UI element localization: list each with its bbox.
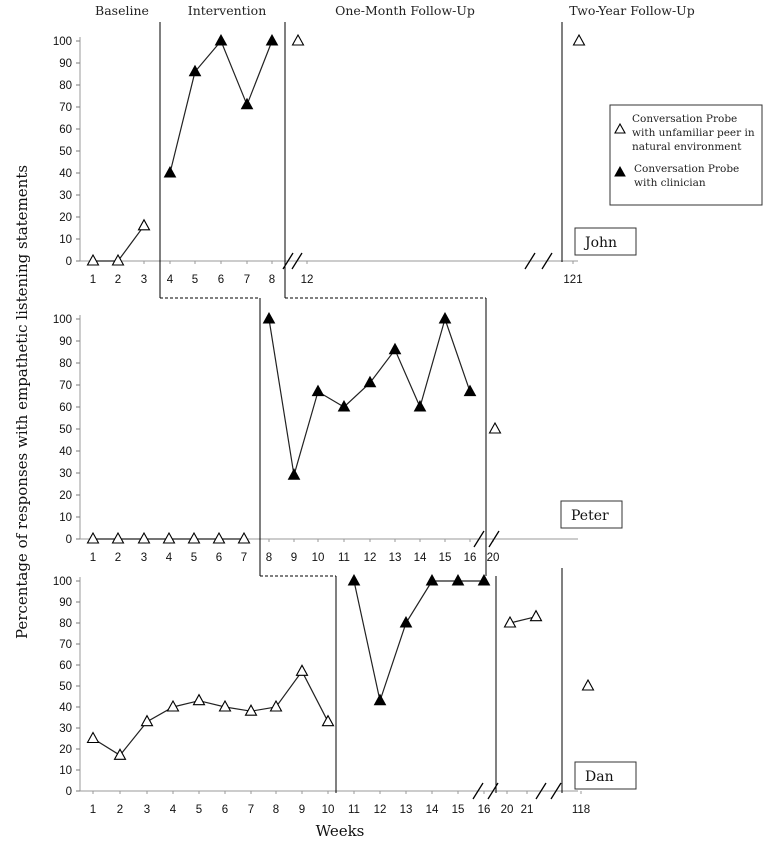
participant-name: Dan (585, 769, 614, 785)
y-tick-label: 80 (59, 618, 72, 630)
data-point (214, 533, 225, 543)
y-tick-label: 0 (65, 256, 72, 268)
data-point (88, 255, 99, 265)
y-tick-label: 30 (59, 468, 72, 480)
legend-entry-1-line-1: Conversation Probe (632, 113, 738, 125)
x-tick-label: 12 (300, 274, 314, 286)
y-tick-label: 80 (59, 358, 72, 370)
x-tick-label: 7 (247, 804, 255, 816)
data-point (297, 665, 308, 675)
series-line-intervention (354, 581, 484, 701)
y-tick-label: 50 (59, 424, 72, 436)
data-point (339, 401, 350, 411)
x-tick-label: 16 (477, 804, 491, 816)
y-tick-label: 40 (59, 702, 72, 714)
x-tick-label: 118 (571, 804, 591, 816)
data-point (139, 220, 150, 230)
x-tick-label: 8 (268, 274, 276, 286)
data-point (164, 533, 175, 543)
x-tick-label: 13 (388, 552, 402, 564)
data-point (479, 575, 490, 585)
x-axis-title: Weeks (315, 822, 365, 840)
series-line-intervention (269, 319, 470, 475)
x-tick-label: 20 (500, 804, 514, 816)
legend (610, 105, 762, 205)
y-tick-label: 50 (59, 146, 72, 158)
legend-entry-1-line-2: with unfamiliar peer in (632, 127, 755, 139)
x-tick-label: 5 (190, 552, 198, 564)
x-tick-label: 10 (311, 552, 325, 564)
data-point (390, 344, 401, 354)
x-tick-label: 8 (265, 552, 273, 564)
data-point (88, 533, 99, 543)
plot-area (53, 22, 636, 816)
y-tick-label: 30 (59, 190, 72, 202)
y-tick-label: 40 (59, 446, 72, 458)
x-tick-label: 14 (425, 804, 439, 816)
data-point (313, 386, 324, 396)
y-tick-label: 50 (59, 681, 72, 693)
y-tick-label: 60 (59, 402, 72, 414)
data-point (401, 617, 412, 627)
y-tick-label: 60 (59, 124, 72, 136)
y-tick-label: 90 (59, 58, 72, 70)
data-point (88, 733, 99, 743)
data-point (165, 167, 176, 177)
x-tick-label: 9 (298, 804, 306, 816)
panel-john (53, 35, 636, 286)
data-point (415, 401, 426, 411)
data-point (289, 469, 300, 479)
x-tick-label: 6 (221, 804, 229, 816)
x-tick-label: 3 (140, 274, 148, 286)
data-point (264, 313, 275, 323)
data-point (139, 533, 150, 543)
data-point (574, 35, 585, 45)
data-point (375, 695, 386, 705)
data-point (427, 575, 438, 585)
data-point (194, 695, 205, 705)
x-tick-label: 6 (215, 552, 223, 564)
y-tick-label: 10 (59, 512, 72, 524)
x-tick-label: 15 (451, 804, 465, 816)
data-point (189, 533, 200, 543)
data-point (490, 423, 501, 433)
phase-label-one-month-follow-up: One-Month Follow-Up (335, 3, 475, 18)
x-tick-label: 3 (143, 804, 151, 816)
y-axis-title: Percentage of responses with empathetic listening statements (13, 164, 31, 640)
x-tick-label: 12 (363, 552, 377, 564)
x-tick-label: 4 (165, 552, 173, 564)
y-tick-label: 10 (59, 765, 72, 777)
x-tick-label: 10 (321, 804, 335, 816)
data-point (465, 386, 476, 396)
x-tick-label: 5 (195, 804, 203, 816)
legend-entry-1-line-3: natural environment (632, 141, 742, 153)
data-point (293, 35, 304, 45)
data-point (453, 575, 464, 585)
x-tick-label: 11 (338, 552, 350, 564)
x-tick-label: 1 (89, 804, 97, 816)
y-tick-label: 10 (59, 234, 72, 246)
data-point (239, 533, 250, 543)
data-point (216, 35, 227, 45)
y-tick-label: 70 (59, 639, 72, 651)
series-line-baseline (93, 671, 328, 755)
y-tick-label: 90 (59, 336, 72, 348)
y-tick-label: 20 (59, 490, 72, 502)
data-point (531, 611, 542, 621)
panel-dan (53, 575, 636, 816)
y-tick-label: 80 (59, 80, 72, 92)
x-tick-label: 6 (217, 274, 225, 286)
x-tick-label: 7 (240, 552, 248, 564)
data-point (267, 35, 278, 45)
data-point (349, 575, 360, 585)
data-point (142, 716, 153, 726)
x-tick-label: 21 (520, 804, 534, 816)
x-tick-label: 2 (116, 804, 124, 816)
y-tick-label: 30 (59, 723, 72, 735)
panel-peter (53, 313, 622, 564)
x-tick-label: 20 (486, 552, 500, 564)
y-tick-label: 100 (52, 36, 72, 48)
participant-name: John (585, 235, 618, 251)
data-point (583, 680, 594, 690)
x-tick-label: 2 (114, 552, 122, 564)
x-tick-label: 13 (399, 804, 413, 816)
x-tick-label: 14 (413, 552, 427, 564)
y-tick-label: 100 (52, 576, 72, 588)
x-tick-label: 11 (348, 804, 360, 816)
data-point (113, 533, 124, 543)
x-tick-label: 1 (89, 274, 97, 286)
x-tick-label: 15 (438, 552, 452, 564)
x-tick-label: 8 (272, 804, 280, 816)
x-tick-label: 2 (114, 274, 122, 286)
y-tick-label: 20 (59, 744, 72, 756)
x-tick-label: 7 (243, 274, 251, 286)
y-tick-label: 0 (65, 534, 72, 546)
y-tick-label: 70 (59, 380, 72, 392)
data-point (242, 99, 253, 109)
y-tick-label: 0 (65, 786, 72, 798)
y-tick-label: 70 (59, 102, 72, 114)
legend-entry-2-line-2: with clinician (634, 177, 706, 189)
phase-label-two-year-follow-up: Two-Year Follow-Up (569, 3, 695, 18)
x-tick-label: 121 (563, 274, 583, 286)
x-tick-label: 3 (140, 552, 148, 564)
legend-entry-2-line-1: Conversation Probe (634, 163, 740, 175)
phase-label-intervention: Intervention (187, 3, 267, 18)
y-tick-label: 60 (59, 660, 72, 672)
x-tick-label: 4 (169, 804, 177, 816)
y-tick-label: 90 (59, 597, 72, 609)
data-point (440, 313, 451, 323)
data-point (323, 716, 334, 726)
x-tick-label: 1 (89, 552, 97, 564)
y-tick-label: 40 (59, 168, 72, 180)
x-tick-label: 4 (166, 274, 174, 286)
x-tick-label: 5 (191, 274, 199, 286)
y-tick-label: 100 (52, 314, 72, 326)
phase-label-baseline: Baseline (95, 3, 149, 18)
y-tick-label: 20 (59, 212, 72, 224)
x-tick-label: 9 (290, 552, 298, 564)
x-tick-label: 16 (463, 552, 477, 564)
x-tick-label: 12 (373, 804, 387, 816)
series-line-intervention (170, 41, 272, 173)
participant-name: Peter (571, 508, 609, 524)
